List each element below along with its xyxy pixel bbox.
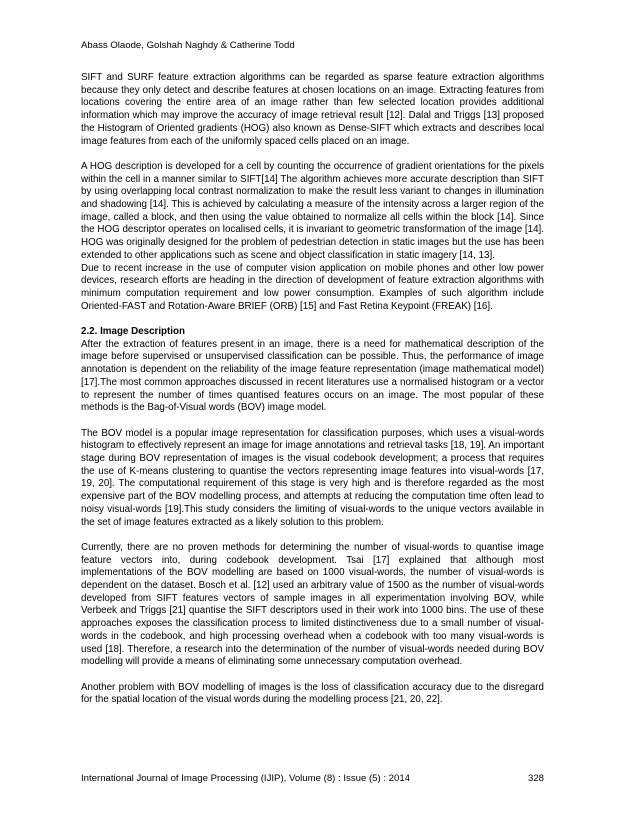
page-footer: [81, 773, 544, 785]
paragraph-spatial-location: Another problem with BOV modelling of images is the loss of classification accuracy due to the disregard for the spatial location of the visual words during the modelling process [21, 20, 22].: [81, 681, 544, 706]
paragraph-visual-words-count: Currently, there are no proven methods for determining the number of visual-words to quantise image feature vectors into, during codebook development. Tsai [17] explained that although most implementations of the BOV modelling are based on 1000 visual-words, the number of visual-words is dependent on the dataset. Bosch et al. [12] used an arbitrary value of 1500 as the number of visual-words developed from SIFT features vectors of sample images in all experimentation involving BOV, while Verbeek and Triggs [21] quantise the SIFT descriptors used in their work into 1000 bins. The use of these approaches exposes the classification process to limited distinctiveness due to a small number of visual-words in the codebook, and high processing overhead when a codebook with too many visual-words is used [18]. Therefore, a research into the determination of the number of visual-words needed during BOV modelling will provide a means of eliminating some unnecessary computation overhead.: [81, 541, 544, 668]
paragraph-image-description: After the extraction of features present in an image, there is a need for mathematical description of the image before supervised or unsupervised classification can be possible. Thus, the performance of image annotation is dependent on the reliability of the image feature representation (image mathematical model) [17].The most common approaches discussed in recent literatures use a normalised histogram or a vector to represent the number of times quantised features occurs on an image. The most popular of these methods is the Bag-of-Visual words (BOV) image model.: [81, 338, 544, 414]
section-heading: 2.2. Image Description: [81, 326, 185, 338]
article-body: [81, 72, 544, 707]
page-number: 328: [527, 773, 544, 784]
paragraph-hog-description: A HOG description is developed for a cell by counting the occurrence of gradient orientations for the pixels within the cell in a manner similar to SIFT[14] The algorithm achieves more accurate description than SIFT by using overlapping local contrast normalization to make the result less variant to changes in illumination and shadowing [14]. This is achieved by calculating a measure of the intensity across a larger region of the image, called a block, and then using the value obtained to normalize all cells within the block [14]. Since the HOG descriptor operates on localised cells, it is invariant to geometric transformation of the image [14]. HOG was originally designed for the problem of pedestrian detection in static images but the use has been extended to other applications such as scene and object classification in static imagery [14, 13].: [81, 160, 544, 261]
running-header: Abass Olaode, Golshah Naghdy & Catherine Todd: [81, 40, 295, 51]
paragraph-mobile-devices: Due to recent increase in the use of computer vision application on mobile phones and other low power devices, research efforts are heading in the direction of development of feature extraction algorithms with minimum computation requirement and low power consumption. Examples of such algorithm include Oriented-FAST and Rotation-Aware BRIEF (ORB) [15] and Fast Retina Keypoint (FREAK) [16].: [81, 262, 544, 312]
journal-citation: International Journal of Image Processing (IJIP), Volume (8) : Issue (5) : 2014: [81, 773, 411, 784]
paragraph-sparse-features: SIFT and SURF feature extraction algorithms can be regarded as sparse feature extraction algorithms because they only detect and describe features at chosen locations on an image. Extracting features from locations covering the entire area of an image rather than few selected location provides additional information which may improve the accuracy of image retrieval result [12]. Dalal and Triggs [13] proposed the Histogram of Oriented gradients (HOG) also known as Dense-SIFT which extracts and describes local image features from each of the uniformly spaced cells placed on an image.: [81, 72, 544, 147]
paragraph-bov-model: The BOV model is a popular image representation for classification purposes, which uses a visual-words histogram to effectively represent an image for image annotations and retrieval tasks [18, 19]. An important stage during BOV representation of images is the visual codebook development; a process that requires the use of K-means clustering to quantise the vectors representing image features into visual-words [17, 19, 20]. The computational requirement of this stage is very high and is therefore regarded as the most expensive part of the BOV modelling process, and attempts at reducing the computation time often lead to noisy visual-words [19].This study considers the limiting of visual-words to the unique vectors available in the set of image features extracted as a likely solution to this problem.: [81, 427, 544, 528]
